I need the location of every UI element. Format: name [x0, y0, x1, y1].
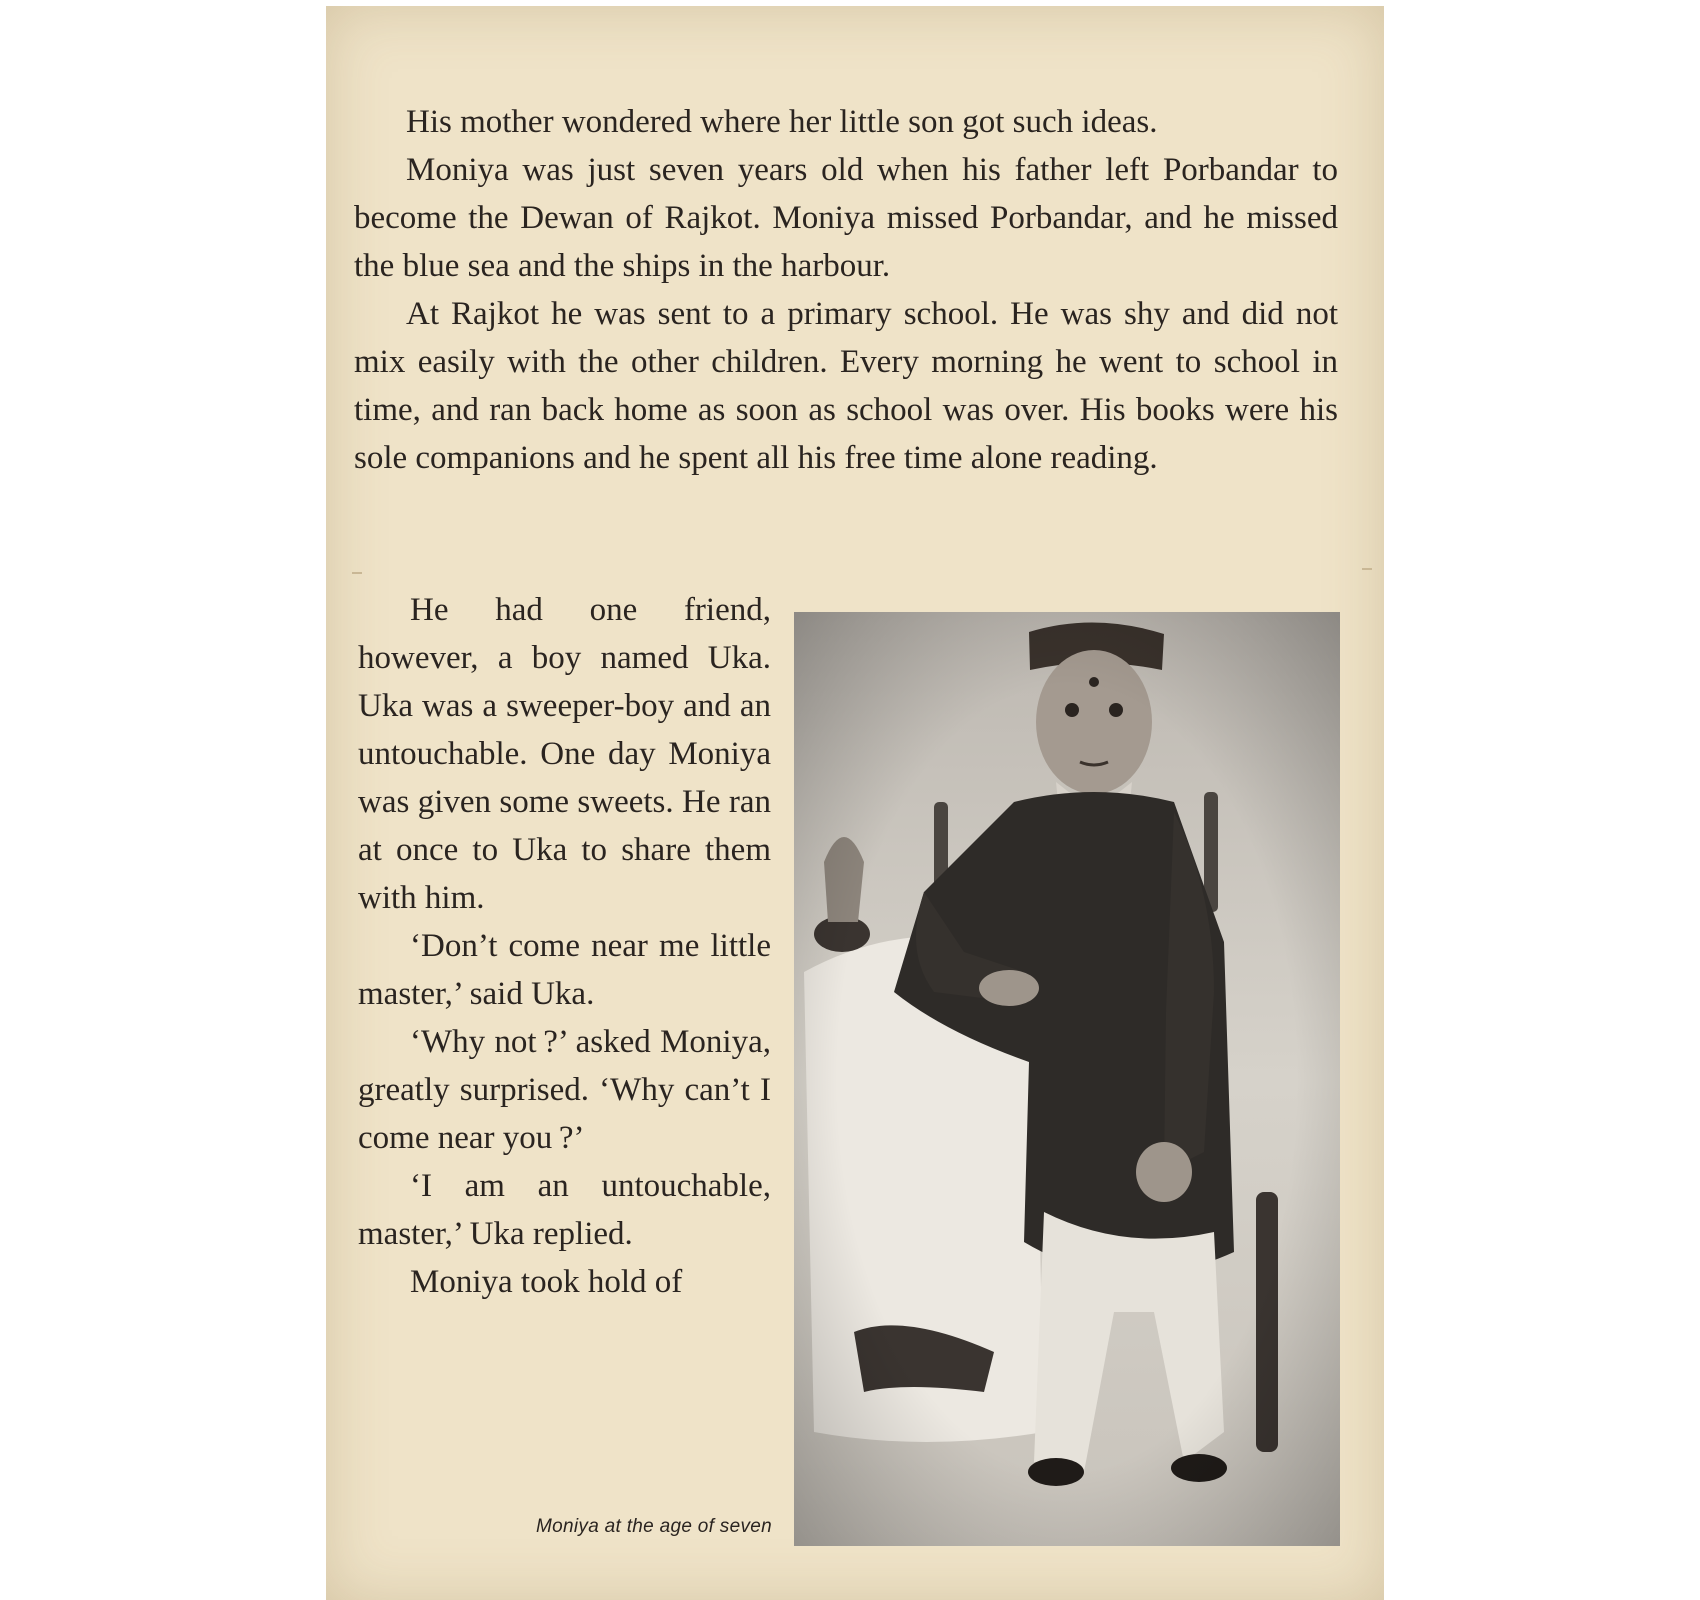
paragraph: ‘I am an untouchable, master,’ Uka replied.	[358, 1168, 771, 1252]
scan-tick	[1362, 568, 1372, 570]
paragraph: His mother wondered where her little son got such ideas.	[406, 104, 1158, 140]
photo-caption: Moniya at the age of seven	[536, 1516, 772, 1537]
portrait-photo	[794, 612, 1340, 1546]
paragraph: ‘Why not ?’ asked Moniya, greatly surprised. ‘Why can’t I come near you ?’	[358, 1024, 771, 1156]
paragraph: At Rajkot he was sent to a primary school. He was shy and did not mix easily with the other children. Every morning he went to school in time, and ran back home as soon as school was over. His books were his sole companions and he spent all his free time alone reading.	[354, 296, 1338, 476]
paragraph: He had one friend, however, a boy named Uka. Uka was a sweeper-boy and an untouchable. One day Moniya was given some sweets. He ran at once to Uka to share them with him.	[358, 592, 771, 916]
paragraph: Moniya was just seven years old when his father left Porbandar to become the Dewan of Rajkot. Moniya missed Porbandar, and he missed the blue sea and the ships in the harbour.	[354, 152, 1338, 284]
narrow-text-column	[358, 586, 771, 1306]
main-text-column	[354, 98, 1338, 482]
paragraph: ‘Don’t come near me little master,’ said Uka.	[358, 928, 771, 1012]
portrait-illustration	[794, 612, 1340, 1546]
paragraph: Moniya took hold of	[410, 1264, 683, 1300]
scan-tick	[352, 572, 362, 574]
book-page	[326, 6, 1384, 1600]
